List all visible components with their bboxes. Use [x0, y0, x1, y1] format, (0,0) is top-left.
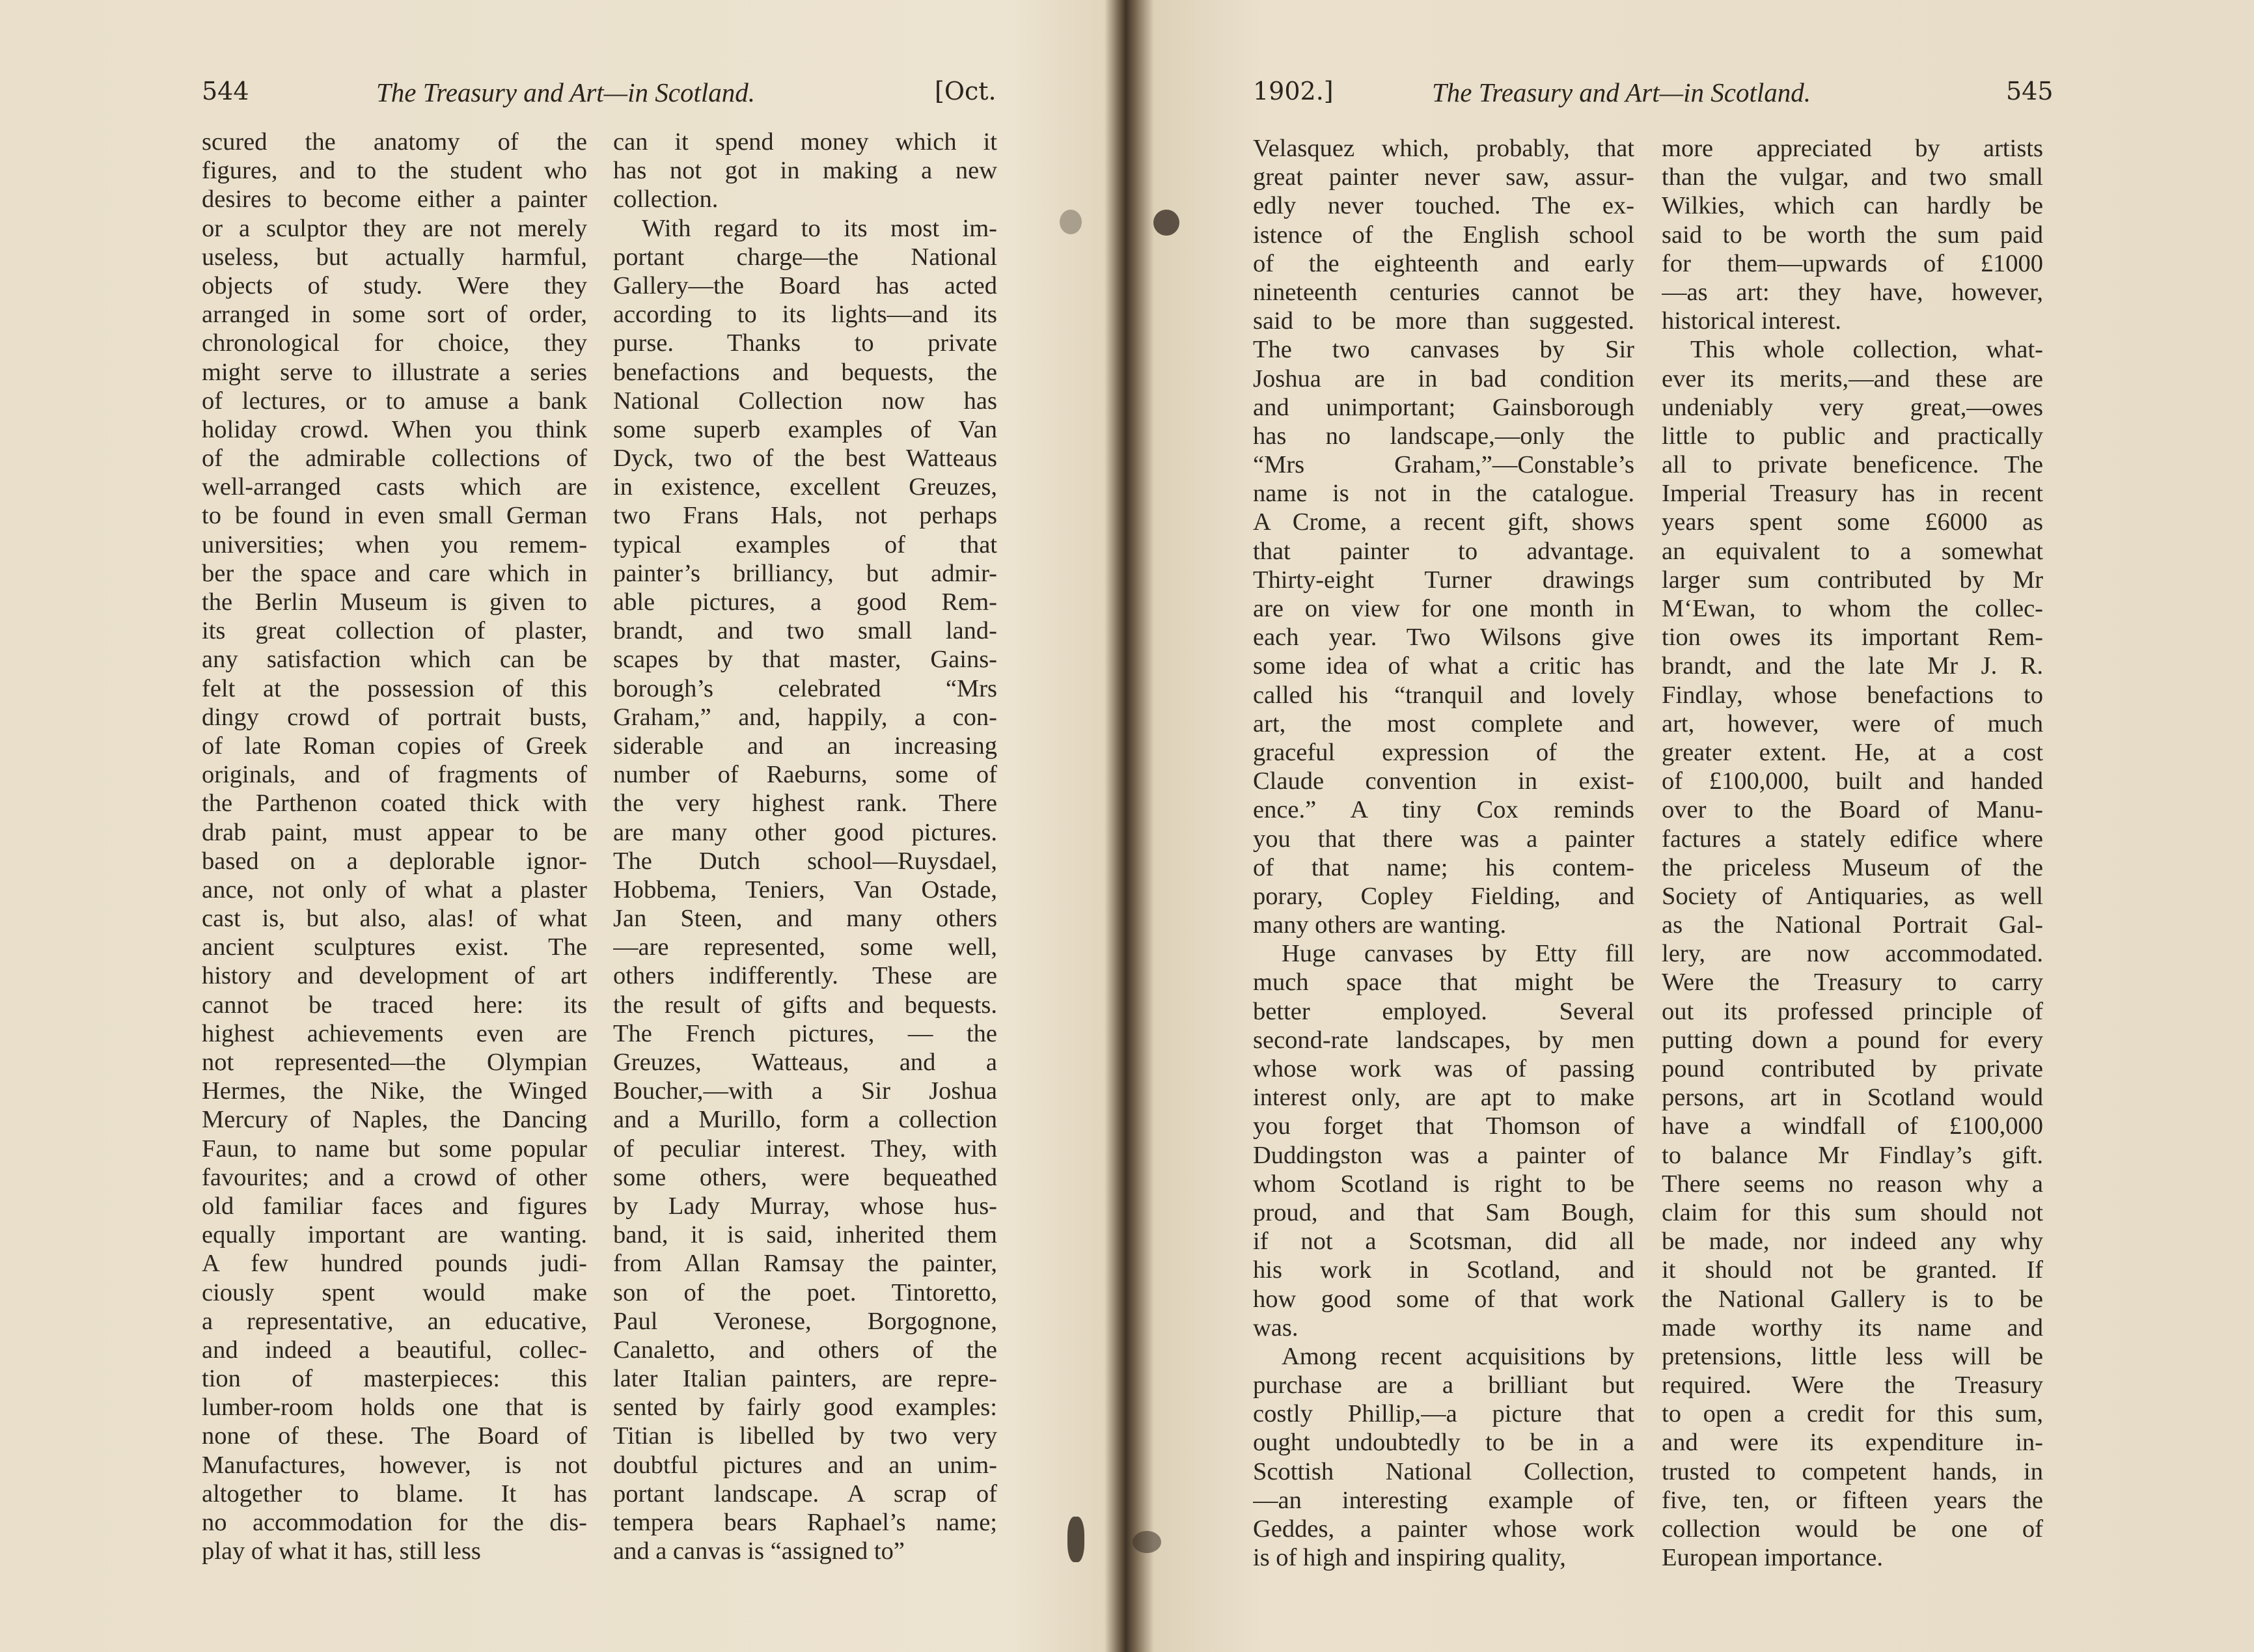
text-line: interest only, are apt to make — [1253, 1084, 1634, 1112]
text-column — [1253, 134, 1634, 1572]
text-line: ought undoubtedly to be in a — [1253, 1429, 1634, 1457]
text-line: the result of gifts and bequests. — [613, 991, 997, 1019]
text-line: is of high and inspiring quality, — [1253, 1544, 1566, 1572]
text-line: be made, nor indeed any why — [1662, 1228, 2043, 1256]
text-line: able pictures, a good Rem- — [613, 588, 997, 616]
text-line: persons, art in Scotland would — [1662, 1084, 2043, 1112]
text-line: nineteenth centuries cannot be — [1253, 278, 1634, 306]
text-line: figures, and to the student who — [202, 157, 587, 185]
text-line: graceful expression of the — [1253, 738, 1634, 766]
text-line: scured the anatomy of the — [202, 128, 587, 156]
text-line: five, ten, or fifteen years the — [1662, 1486, 2043, 1514]
text-line: A Crome, a recent gift, shows — [1253, 508, 1634, 536]
text-line: porary, Copley Fielding, and — [1253, 882, 1634, 910]
text-line: of lectures, or to amuse a bank — [202, 387, 587, 415]
text-line: edly never touched. The ex- — [1253, 192, 1634, 220]
text-line: —are represented, some well, — [613, 933, 997, 961]
text-line: for them—upwards of £1000 — [1662, 249, 2043, 277]
text-line: Imperial Treasury has in recent — [1662, 480, 2043, 508]
text-line: Dyck, two of the best Watteaus — [613, 445, 997, 473]
text-line: have a windfall of £100,000 — [1662, 1112, 2043, 1140]
text-line: drab paint, must appear to be — [202, 818, 587, 846]
text-line: based on a deplorable ignor- — [202, 847, 587, 875]
text-line: you that there was a painter — [1253, 825, 1634, 853]
text-line: purse. Thanks to private — [613, 329, 997, 357]
text-line: The two canvases by Sir — [1253, 336, 1634, 364]
text-line: its great collection of plaster, — [202, 617, 587, 645]
text-line: how good some of that work — [1253, 1285, 1634, 1313]
running-head — [1133, 77, 2254, 116]
text-line: highest achievements even are — [202, 1019, 587, 1047]
running-date: [Oct. — [935, 77, 996, 105]
text-line: was. — [1253, 1314, 1299, 1342]
text-line: brandt, and the late Mr J. R. — [1662, 652, 2043, 680]
text-line: of the admirable collections of — [202, 445, 587, 473]
text-line: well-arranged casts which are — [202, 473, 587, 501]
text-line: lery, are now accommodated. — [1662, 940, 2043, 968]
text-line: With regard to its most im- — [642, 214, 997, 242]
text-line: the very highest rank. There — [613, 790, 997, 818]
text-line: Gallery—the Board has acted — [613, 271, 997, 299]
text-line: are on view for one month in — [1253, 595, 1634, 622]
text-line: Velasquez which, probably, that — [1253, 135, 1634, 162]
text-line: of peculiar interest. They, with — [613, 1135, 997, 1163]
text-line: to open a credit for this sum, — [1662, 1400, 2043, 1428]
text-line: lumber-room holds one that is — [202, 1394, 587, 1422]
text-line: The French pictures, — the — [613, 1019, 997, 1047]
text-line: an equivalent to a somewhat — [1662, 537, 2043, 565]
text-line: little to public and practically — [1662, 422, 2043, 450]
text-line: collection. — [613, 186, 719, 213]
text-line: equally important are wanting. — [202, 1221, 587, 1249]
text-line: and indeed a beautiful, collec- — [202, 1336, 587, 1364]
page-number: 544 — [202, 77, 249, 105]
text-line: each year. Two Wilsons give — [1253, 624, 1634, 652]
text-line: has no landscape,—only the — [1253, 422, 1634, 450]
text-column — [613, 128, 997, 1565]
text-line: Claude convention in exist- — [1253, 767, 1634, 795]
text-line: There seems no reason why a — [1662, 1170, 2043, 1198]
text-line: if not a Scotsman, did all — [1253, 1228, 1634, 1256]
text-line: said to be more than suggested. — [1253, 307, 1634, 335]
text-line: putting down a pound for every — [1662, 1026, 2043, 1054]
text-line: collection would be one of — [1662, 1515, 2043, 1543]
text-line: out its professed principle of — [1662, 997, 2043, 1025]
text-line: borough’s celebrated “Mrs — [613, 674, 997, 702]
text-line: Jan Steen, and many others — [613, 905, 997, 933]
text-line: The Dutch school—Ruysdael, — [613, 847, 997, 875]
text-line: the Berlin Museum is given to — [202, 588, 587, 616]
text-line: Faun, to name but some popular — [202, 1135, 587, 1163]
text-line: Scottish National Collection, — [1253, 1457, 1634, 1485]
text-line: no accommodation for the dis- — [202, 1509, 587, 1536]
text-line: to be found in even small German — [202, 502, 587, 530]
text-line: pound contributed by private — [1662, 1055, 2043, 1082]
text-line: a representative, an educative, — [202, 1307, 587, 1335]
text-line: favourites; and a crowd of other — [202, 1163, 587, 1191]
text-line: chronological for choice, they — [202, 329, 587, 357]
text-line: cannot be traced here: its — [202, 991, 587, 1019]
running-title: The Treasury and Art—in Scotland. — [1432, 77, 1811, 107]
text-line: years spent some £6000 as — [1662, 508, 2043, 536]
text-line: pretensions, little less will be — [1662, 1342, 2043, 1370]
text-line: historical interest. — [1662, 307, 1841, 335]
text-line: of that name; his contem- — [1253, 853, 1634, 881]
text-line: typical examples of that — [613, 530, 997, 558]
text-line: Greuzes, Watteaus, and a — [613, 1049, 997, 1076]
text-line: two Frans Hals, not perhaps — [613, 502, 997, 530]
text-line: more appreciated by artists — [1662, 135, 2043, 162]
left-page — [0, 0, 1106, 1652]
text-line: purchase are a brilliant but — [1253, 1371, 1634, 1399]
text-line: “Mrs Graham,”—Constable’s — [1253, 451, 1634, 479]
text-line: and a canvas is “assigned to” — [613, 1537, 905, 1565]
text-line: cast is, but also, alas! of what — [202, 905, 587, 933]
text-line: factures a stately edifice where — [1662, 825, 2043, 853]
text-line: Among recent acquisitions by — [1282, 1342, 1634, 1370]
text-line: —as art: they have, however, — [1662, 278, 2043, 306]
text-line: that painter to advantage. — [1253, 537, 1634, 565]
text-line: —an interesting example of — [1253, 1486, 1634, 1514]
text-line: objects of study. Were they — [202, 271, 587, 299]
text-line: many others are wanting. — [1253, 911, 1507, 939]
text-line: tion of masterpieces: this — [202, 1365, 587, 1393]
text-line: some others, were bequeathed — [613, 1163, 997, 1191]
text-line: European importance. — [1662, 1544, 1883, 1572]
text-line: name is not in the catalogue. — [1253, 480, 1634, 508]
text-line: not represented—the Olympian — [202, 1049, 587, 1076]
text-line: number of Raeburns, some of — [613, 761, 997, 789]
text-line: and a Murillo, form a collection — [613, 1106, 997, 1134]
text-line: said to be worth the sum paid — [1662, 221, 2043, 249]
text-line: ciously spent would make — [202, 1278, 587, 1306]
text-line: whose work was of passing — [1253, 1055, 1634, 1082]
text-line: useless, but actually harmful, — [202, 243, 587, 271]
text-line: art, however, were of much — [1662, 709, 2043, 737]
text-line: of £100,000, built and handed — [1662, 767, 2043, 795]
text-line: This whole collection, what- — [1690, 336, 2043, 364]
text-line: universities; when you remem- — [202, 530, 587, 558]
text-line: Huge canvases by Etty fill — [1282, 940, 1634, 968]
text-line: benefactions and bequests, the — [613, 358, 997, 386]
text-line: altogether to blame. It has — [202, 1480, 587, 1507]
text-line: tion owes its important Rem- — [1662, 624, 2043, 652]
text-line: M‘Ewan, to whom the collec- — [1662, 595, 2043, 622]
text-line: Hobbema, Teniers, Van Ostade, — [613, 875, 997, 903]
text-line: as the National Portrait Gal- — [1662, 911, 2043, 939]
text-line: undeniably very great,—owes — [1662, 393, 2043, 421]
text-line: some superb examples of Van — [613, 415, 997, 443]
text-line: Joshua are in bad condition — [1253, 365, 1634, 392]
text-line: scapes by that master, Gains- — [613, 646, 997, 674]
text-line: old familiar faces and figures — [202, 1192, 587, 1220]
text-line: according to its lights—and its — [613, 301, 997, 329]
text-line: originals, and of fragments of — [202, 761, 587, 789]
text-line: later Italian painters, are repre- — [613, 1365, 997, 1393]
text-line: are many other good pictures. — [613, 818, 997, 846]
text-line: National Collection now has — [613, 387, 997, 415]
text-line: history and development of art — [202, 962, 587, 990]
text-line: larger sum contributed by Mr — [1662, 566, 2043, 594]
text-line: doubtful pictures and an unim- — [613, 1451, 997, 1479]
text-line: portant landscape. A scrap of — [613, 1480, 997, 1507]
text-line: Wilkies, which can hardly be — [1662, 192, 2043, 220]
text-line: has not got in making a new — [613, 157, 997, 185]
text-line: second-rate landscapes, by men — [1253, 1026, 1634, 1054]
text-line: great painter never saw, assur- — [1253, 163, 1634, 191]
text-line: whom Scotland is right to be — [1253, 1170, 1634, 1198]
text-line: band, it is said, inherited them — [613, 1221, 997, 1249]
text-line: Paul Veronese, Borgognone, — [613, 1307, 997, 1335]
text-line: sented by fairly good examples: — [613, 1394, 997, 1422]
text-line: Were the Treasury to carry — [1662, 969, 2043, 997]
text-line: of the eighteenth and early — [1253, 249, 1634, 277]
text-line: Geddes, a painter whose work — [1253, 1515, 1634, 1543]
text-line: Boucher,—with a Sir Joshua — [613, 1077, 997, 1105]
text-line: the priceless Museum of the — [1662, 853, 2043, 881]
text-line: ance, not only of what a plaster — [202, 875, 587, 903]
text-line: it should not be granted. If — [1662, 1256, 2043, 1284]
text-line: and were its expenditure in- — [1662, 1429, 2043, 1457]
running-head — [0, 77, 1106, 116]
text-line: Thirty-eight Turner drawings — [1253, 566, 1634, 594]
text-line: art, the most complete and — [1253, 709, 1634, 737]
text-line: son of the poet. Tintoretto, — [613, 1278, 997, 1306]
right-page — [1133, 0, 2254, 1652]
text-column — [202, 128, 587, 1565]
text-line: Mercury of Naples, the Dancing — [202, 1106, 587, 1134]
text-line: Canaletto, and others of the — [613, 1336, 997, 1364]
text-line: holiday crowd. When you think — [202, 415, 587, 443]
text-line: the Parthenon coated thick with — [202, 790, 587, 818]
text-line: ancient sculptures exist. The — [202, 933, 587, 961]
text-line: in existence, excellent Greuzes, — [613, 473, 997, 501]
text-line: arranged in some sort of order, — [202, 301, 587, 329]
text-line: none of these. The Board of — [202, 1422, 587, 1450]
text-line: others indifferently. These are — [613, 962, 997, 990]
text-line: by Lady Murray, whose hus- — [613, 1192, 997, 1220]
text-line: felt at the possession of this — [202, 674, 587, 702]
text-line: costly Phillip,—a picture that — [1253, 1400, 1634, 1428]
text-line: of late Roman copies of Greek — [202, 732, 587, 760]
text-line: made worthy its name and — [1662, 1314, 2043, 1342]
text-line: any satisfaction which can be — [202, 646, 587, 674]
text-line: than the vulgar, and two small — [1662, 163, 2043, 191]
text-line: all to private beneficence. The — [1662, 451, 2043, 479]
text-line: dingy crowd of portrait busts, — [202, 703, 587, 731]
page-number: 545 — [2006, 77, 2054, 105]
running-date: 1902.] — [1253, 77, 1334, 105]
text-line: play of what it has, still less — [202, 1537, 481, 1565]
running-title: The Treasury and Art—in Scotland. — [376, 77, 756, 107]
text-line: proud, and that Sam Bough, — [1253, 1198, 1634, 1226]
text-line: A few hundred pounds judi- — [202, 1250, 587, 1278]
text-line: portant charge—the National — [613, 243, 997, 271]
text-line: tempera bears Raphael’s name; — [613, 1509, 997, 1536]
text-line: Graham,” and, happily, a con- — [613, 703, 997, 731]
text-line: his work in Scotland, and — [1253, 1256, 1634, 1284]
text-line: better employed. Several — [1253, 997, 1634, 1025]
text-line: brandt, and two small land- — [613, 617, 997, 645]
text-line: required. Were the Treasury — [1662, 1371, 2043, 1399]
text-line: istence of the English school — [1253, 221, 1634, 249]
text-line: can it spend money which it — [613, 128, 997, 156]
text-line: or a sculptor they are not merely — [202, 214, 587, 242]
text-line: ence.” A tiny Cox reminds — [1253, 796, 1634, 824]
text-line: painter’s brilliancy, but admir- — [613, 559, 997, 587]
text-line: you forget that Thomson of — [1253, 1112, 1634, 1140]
text-line: ever its merits,—and these are — [1662, 365, 2043, 392]
text-line: desires to become either a painter — [202, 186, 587, 213]
text-line: the National Gallery is to be — [1662, 1285, 2043, 1313]
text-line: some idea of what a critic has — [1253, 652, 1634, 680]
text-line: over to the Board of Manu- — [1662, 796, 2043, 824]
text-line: from Allan Ramsay the painter, — [613, 1250, 997, 1278]
text-line: claim for this sum should not — [1662, 1198, 2043, 1226]
text-line: Duddingston was a painter of — [1253, 1141, 1634, 1169]
text-line: called his “tranquil and lovely — [1253, 681, 1634, 709]
text-line: trusted to competent hands, in — [1662, 1457, 2043, 1485]
text-line: Society of Antiquaries, as well — [1662, 882, 2043, 910]
text-line: Titian is libelled by two very — [613, 1422, 997, 1450]
text-line: to balance Mr Findlay’s gift. — [1662, 1141, 2043, 1169]
text-line: much space that might be — [1253, 969, 1634, 997]
text-line: and unimportant; Gainsborough — [1253, 393, 1634, 421]
text-line: Hermes, the Nike, the Winged — [202, 1077, 587, 1105]
text-line: ber the space and care which in — [202, 559, 587, 587]
text-line: might serve to illustrate a series — [202, 358, 587, 386]
text-line: Findlay, whose benefactions to — [1662, 681, 2043, 709]
text-line: siderable and an increasing — [613, 732, 997, 760]
text-line: greater extent. He, at a cost — [1662, 738, 2043, 766]
text-line: Manufactures, however, is not — [202, 1451, 587, 1479]
text-column — [1662, 134, 2043, 1572]
